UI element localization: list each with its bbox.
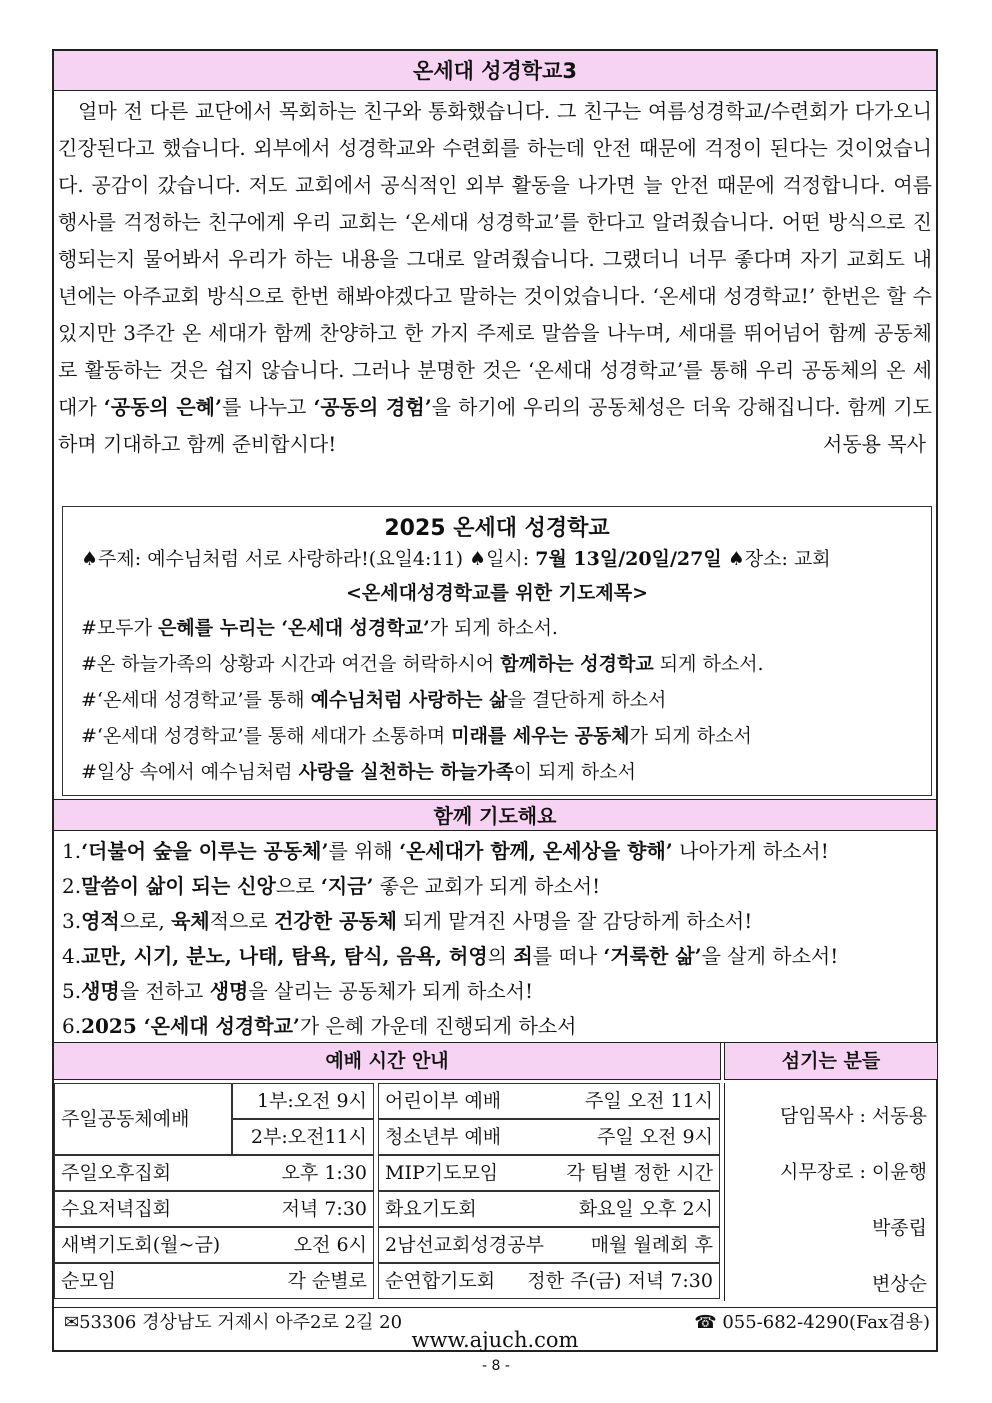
prayer-item: 3.영적으로, 육체적으로 건강한 공동체 되게 맡겨진 사명을 잘 감당하게 하소서! <box>62 909 753 933</box>
theme-label: ♠주제: <box>81 548 148 570</box>
vbs-prayer-line: #온 하늘가족의 상황과 시간과 여건을 허락하시어 함께하는 성경학교 되게 하소서. <box>81 653 764 675</box>
staff-pastor: 담임목사 : 서동용 <box>780 1105 927 1127</box>
schedule-section <box>54 1042 936 1303</box>
sunday-first: 1부:오전 9시 <box>232 1083 374 1119</box>
prayer-item: 1.‘더불어 숲을 이루는 공동체’를 위해 ‘온세대가 함께, 온세상을 향해’ 나아가게 하소서! <box>62 839 829 863</box>
place-label: ♠장소: <box>727 548 794 570</box>
essay-text-mid: 를 나누고 <box>221 395 314 419</box>
place: 교회 <box>793 548 831 570</box>
vbs-box <box>62 506 932 796</box>
essay-title: 온세대 성경학교3 <box>54 51 936 91</box>
prayer-item: 2.말씀이 삶이 되는 신앙으로 ‘지금’ 좋은 교회가 되게 하소서! <box>62 874 601 898</box>
vbs-title: 2025 온세대 성경학교 <box>384 516 610 541</box>
sunday-second: 2부:오전11시 <box>232 1119 374 1155</box>
schedule-row: 순연합기도회 정한 주(금) 저녁 7:30 <box>378 1263 720 1299</box>
staff-list <box>724 1083 937 1301</box>
staff-elder-2: 박종립 <box>871 1217 927 1239</box>
signature: 서동용 목사 <box>823 432 926 456</box>
prayer-item: 4.교만, 시기, 분노, 나태, 탐욕, 탐식, 음욕, 허영의 죄를 떠나 ‘거룩한 삶’을 살게 하소서! <box>62 944 839 968</box>
prayer-list <box>62 834 932 1044</box>
vbs-prayer-line: #일상 속에서 예수님처럼 사랑을 실천하는 하늘가족이 되게 하소서 <box>81 761 636 783</box>
footer <box>54 1307 936 1352</box>
vbs-info <box>63 542 931 576</box>
schedule-row: 수요저녁집회 저녁 7:30 <box>54 1191 374 1227</box>
prayer-item: 5.생명을 전하고 생명을 살리는 공동체가 되게 하소서! <box>62 979 534 1003</box>
essay-bold-2: ‘공동의 경험’ <box>313 395 432 419</box>
website-link[interactable]: www.ajuch.com <box>411 1328 579 1352</box>
vbs-prayer-line: #모두가 은혜를 누리는 ‘온세대 성경학교’가 되게 하소서. <box>81 617 558 639</box>
schedule-row: 순모임 각 순별로 <box>54 1263 374 1299</box>
essay-bold-1: ‘공동의 은혜’ <box>103 395 222 419</box>
essay-body <box>58 93 932 463</box>
date: 7월 13일/20일/27일 <box>535 548 722 570</box>
staff-elder-3: 변상순 <box>871 1273 927 1295</box>
essay-text-end: 을 하기에 우리의 공동체성은 더욱 강해집니다. 함께 기도하며 기대하고 함께 준비합시다! <box>58 395 933 456</box>
staff-elder: 시무장로 : 이윤행 <box>780 1161 927 1183</box>
bulletin-page <box>52 49 938 1352</box>
theme: 예수님처럼 서로 사랑하라!(요일4:11) <box>147 548 463 570</box>
staff-title: 섬기는 분들 <box>724 1043 937 1080</box>
schedule-row: 2남선교회성경공부 매월 월례회 후 <box>378 1227 720 1263</box>
schedule-row: 새벽기도회(월~금) 오전 6시 <box>54 1227 374 1263</box>
schedule-row: MIP기도모임 각 팀별 정한 시간 <box>378 1155 720 1191</box>
schedule-row: 화요기도회 화요일 오후 2시 <box>378 1191 720 1227</box>
prayer-subtitle: <온세대성경학교를 위한 기도제목> <box>345 582 649 604</box>
page-number: - 8 - <box>482 1358 510 1374</box>
address: ✉53306 경상남도 거제시 아주2로 2길 20 <box>64 1312 403 1333</box>
vbs-prayer-line: #‘온세대 성경학교’를 통해 세대가 소통하며 미래를 세우는 공동체가 되게 하소서 <box>81 725 752 747</box>
schedule-row: 주일오후집회 오후 1:30 <box>54 1155 374 1191</box>
vbs-prayer-line: #‘온세대 성경학교’를 통해 예수님처럼 사랑하는 삶을 결단하게 하소서 <box>81 689 667 711</box>
prayer-item: 6.2025 ‘온세대 성경학교’가 은혜 가운데 진행되게 하소서 <box>62 1014 577 1038</box>
schedule-row: 어린이부 예배 주일 오전 11시 <box>378 1083 720 1119</box>
schedule-row: 청소년부 예배 주일 오전 9시 <box>378 1119 720 1155</box>
sunday-service-label: 주일공동체예배 <box>54 1083 232 1155</box>
date-label: ♠일시: <box>469 548 536 570</box>
pray-together-title: 함께 기도해요 <box>54 799 936 831</box>
schedule-title: 예배 시간 안내 <box>54 1043 721 1080</box>
phone: ☎ 055-682-4290(Fax겸용) <box>694 1312 930 1333</box>
essay-text: 얼마 전 다른 교단에서 목회하는 친구와 통화했습니다. 그 친구는 여름성경학교/수련회가 다가오니 긴장된다고 했습니다. 외부에서 성경학교와 수련회를 하는데 안전 때문에 걱정이 된다는 것이었습니다. 공감이 갔습니다. 저도 교회에서 공식적인 외부 활동을 나가면 늘 안전 때문에 걱정합니다. 여름행사를 걱정하는 친구에게 우리 교회는 ‘온세대 성경학교’를 한다고 알려줬습니다. 어떤 방식으로 진행되는지 물어봐서 우리가 하는 내용을 그대로 알려줬습니다. 그랬더니 너무 좋다며 자기 교회도 내년에는 아주교회 방식으로 한번 해봐야겠다고 말하는 것이었습니다. ‘온세대 성경학교!’ 한번은 할 수 있지만 3주간 온 세대가 함께 찬양하고 한 가지 주제로 말씀을 나누며, 세대를 뛰어넘어 함께 공동체로 활동하는 것은 쉽지 않습니다. 그러나 분명한 것은 ‘온세대 성경학교’를 통해 우리 공동체의 온 세대가 <box>58 99 932 419</box>
